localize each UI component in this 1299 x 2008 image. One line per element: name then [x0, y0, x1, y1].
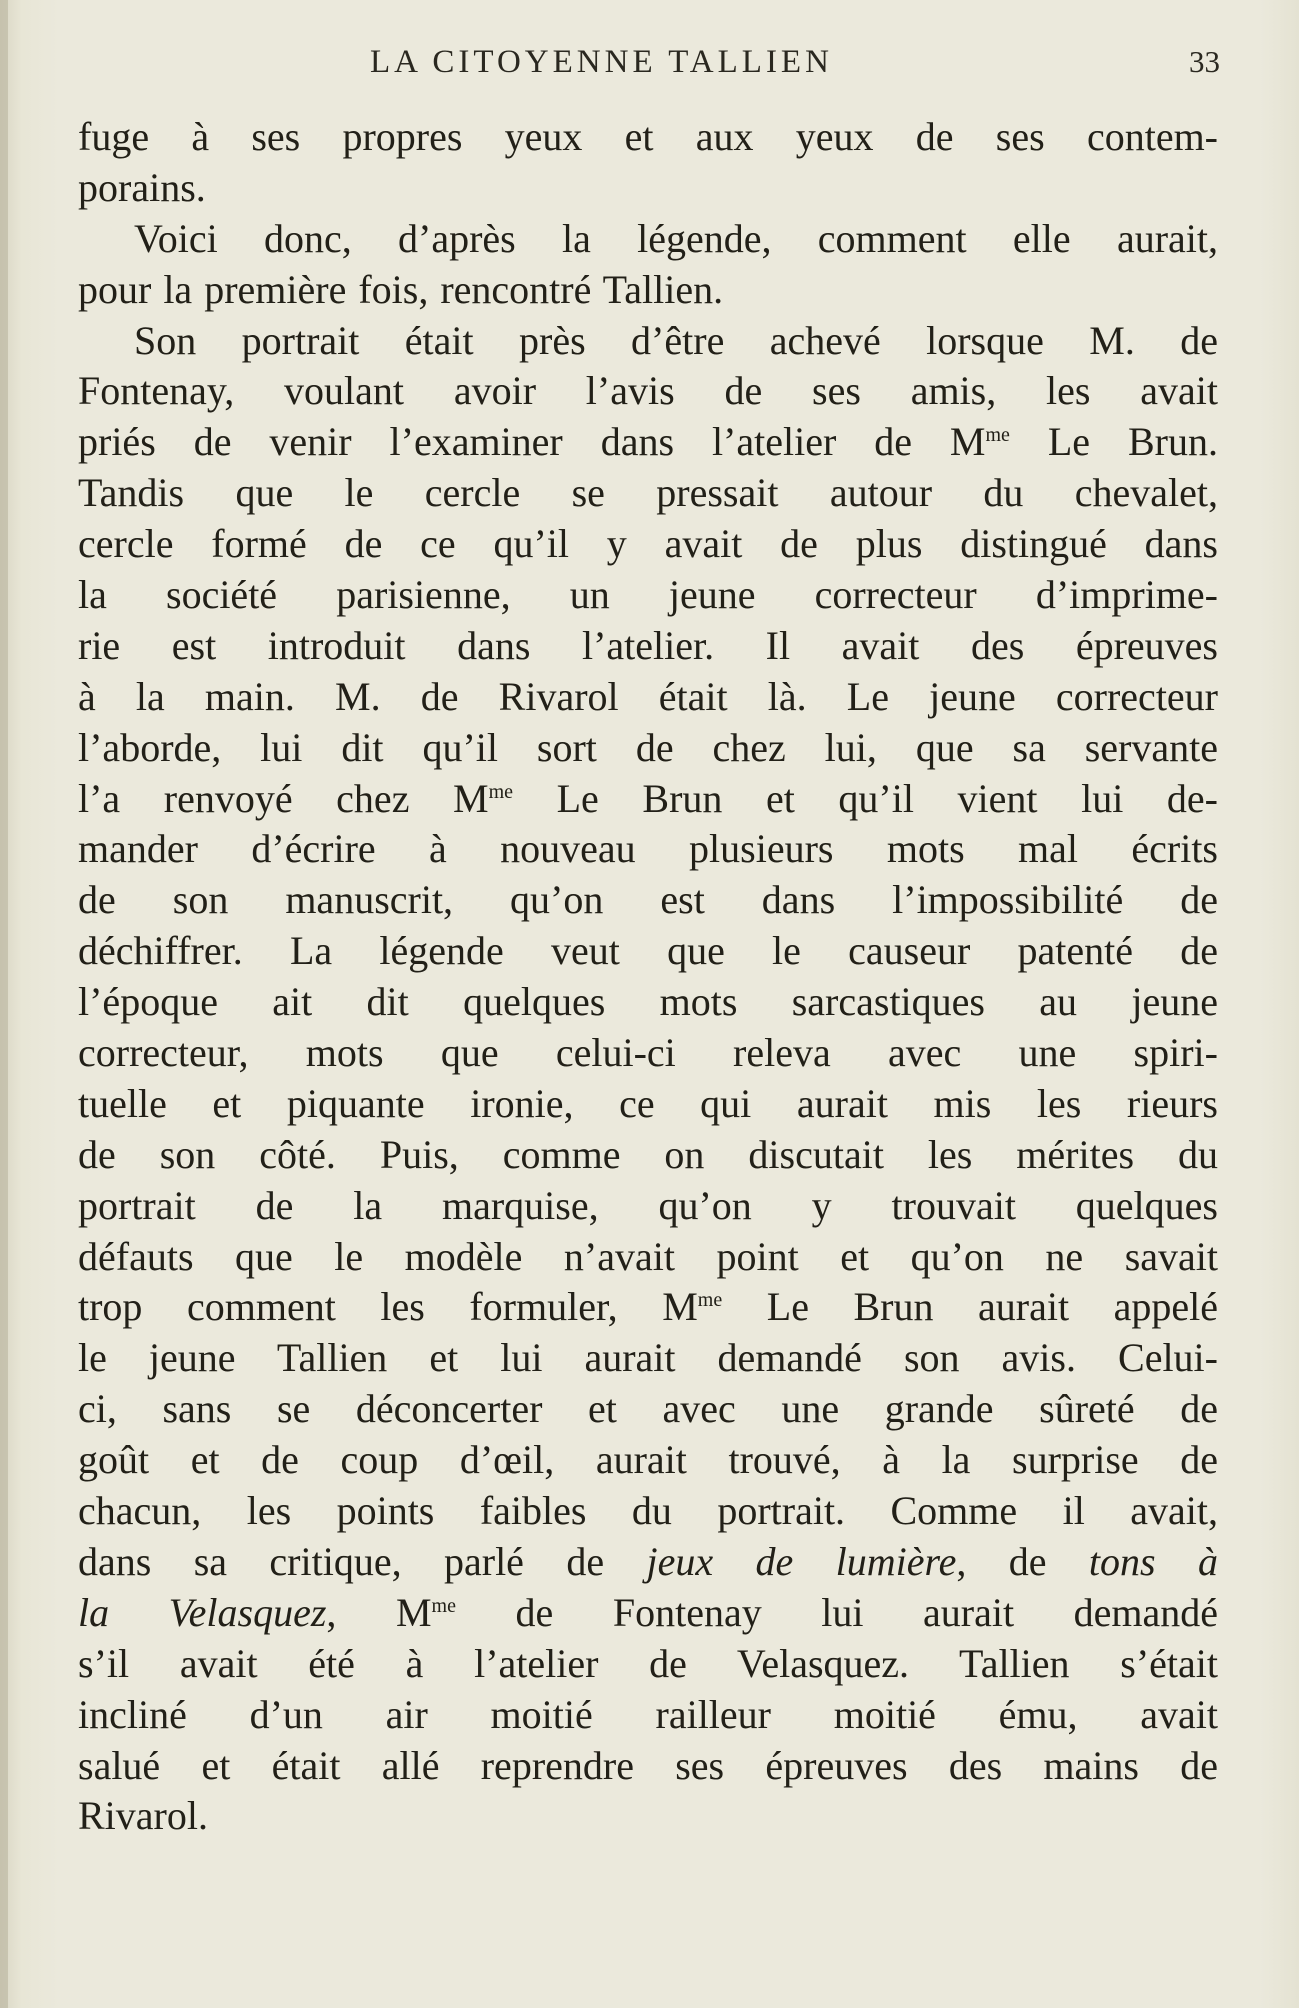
text-line: Rivarol.: [78, 1793, 208, 1839]
text-line: à la main. M. de Rivarol était là. Le jeune correcteur: [78, 673, 1218, 719]
text-line: mander d’écrire à nouveau plusieurs mots mal écrits: [78, 826, 1218, 872]
page-binding-edge: [0, 0, 8, 2008]
text-line: porains.: [78, 164, 206, 210]
running-head: LA CITOYENNE TALLIEN: [370, 44, 833, 80]
text-line: portrait de la marquise, qu’on y trouvait quelques: [78, 1182, 1218, 1228]
text-line: rie est introduit dans l’atelier. Il avait des épreuves: [78, 622, 1218, 668]
superscript: me: [488, 780, 514, 803]
text-line: correcteur, mots que celui-ci releva avec une spiri-: [78, 1030, 1218, 1076]
text-line: de son côté. Puis, comme on discutait les mérites du: [78, 1131, 1218, 1177]
page-header: [80, 44, 1220, 88]
text-fragment: Le Brun.: [1009, 419, 1218, 465]
text-line: incliné d’un air moitié railleur moitié ému, avait: [78, 1691, 1218, 1737]
text-line: cercle formé de ce qu’il y avait de plus distingué dans: [78, 521, 1218, 567]
text-line: chacun, les points faibles du portrait. Comme il avait,: [78, 1488, 1218, 1534]
text-fragment: trop comment les formuler, M: [78, 1284, 698, 1330]
text-line: goût et de coup d’œil, aurait trouvé, à la surprise de: [78, 1437, 1218, 1483]
body-text: [78, 112, 1218, 1842]
superscript: me: [985, 424, 1010, 447]
text-line: déchiffrer. La légende veut que le causeur patenté de: [78, 928, 1218, 974]
text-line: Fontenay, voulant avoir l’avis de ses amis, les avait: [78, 368, 1218, 414]
superscript: me: [697, 1289, 723, 1312]
text-fragment: l’a renvoyé chez M: [78, 775, 489, 821]
text-fragment: , de: [956, 1538, 1089, 1584]
text-line: Tandis que le cercle se pressait autour du chevalet,: [78, 470, 1218, 516]
text-line: salué et était allé reprendre ses épreuves des mains de: [78, 1742, 1218, 1788]
text-line: ci, sans se déconcerter et avec une grande sûreté de: [78, 1386, 1218, 1432]
italic-phrase: jeux de lumière: [646, 1538, 957, 1584]
text-line: fuge à ses propres yeux et aux yeux de ses contem-: [78, 114, 1218, 159]
text-line: l’époque ait dit quelques mots sarcastiques au jeune: [78, 979, 1218, 1025]
text-line: [78, 774, 1218, 825]
text-fragment: Le Brun aurait appelé: [722, 1284, 1218, 1330]
text-line: [78, 417, 1218, 468]
text-line: défauts que le modèle n’avait point et qu’on ne savait: [78, 1233, 1218, 1279]
text-line: la Velasquez, $M^{me}$ de Fontenay lui aurait demandé: [78, 1589, 1218, 1635]
text-line: le jeune Tallien et lui aurait demandé son avis. Celui-: [78, 1335, 1218, 1381]
text-line: Voici donc, d’après la légende, comment elle aurait,: [134, 215, 1218, 261]
text-line: l’aborde, lui dit qu’il sort de chez lui, que sa servante: [78, 724, 1218, 770]
italic-phrase: la Velasquez: [78, 1589, 327, 1635]
text-fragment: Le Brun et qu’il vient lui de-: [513, 775, 1218, 821]
italic-phrase: tons à: [1088, 1538, 1218, 1584]
text-line: s’il avait été à l’atelier de Velasquez. Tallien s’était: [78, 1640, 1218, 1686]
text-line: [78, 1282, 1218, 1333]
text-line: la société parisienne, un jeune correcteur d’imprime-: [78, 572, 1218, 618]
text-fragment: priés de venir l’examiner dans l’atelier de M: [78, 419, 986, 465]
text-fragment: dans sa critique, parlé de: [78, 1538, 647, 1584]
page-number: 33: [1189, 44, 1220, 79]
superscript: me: [431, 1594, 456, 1617]
text-line: [78, 1537, 1218, 1588]
text-line: Son portrait était près d’être achevé lorsque M. de: [134, 317, 1218, 363]
text-line: tuelle et piquante ironie, ce qui aurait mis les rieurs: [78, 1080, 1218, 1126]
text-line: pour la première fois, rencontré Tallien.: [78, 266, 724, 312]
text-line: de son manuscrit, qu’on est dans l’impossibilité de: [78, 877, 1218, 923]
text-fragment: ,: [326, 1589, 337, 1635]
text-fragment: de Fontenay lui aurait demandé: [455, 1589, 1218, 1635]
